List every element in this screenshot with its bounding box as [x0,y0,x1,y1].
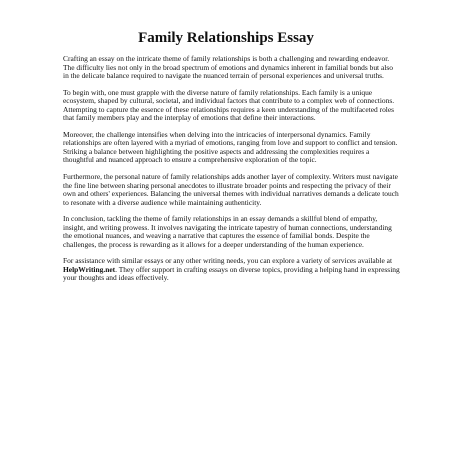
assistance-text-before: For assistance with similar essays or any other writing needs, you can explore a variety of services available at [63,256,393,266]
paragraph-intro: Crafting an essay on the intricate theme of family relationships is both a challenging and rewarding endeavor. The difficulty lies not only in the broad spectrum of emotions and dynamics inherent in familial bonds but also in the delicate balance required to navigate the nuanced terrain of personal experiences and universal truths. [63,54,393,80]
paragraph-diverse-nature: To begin with, one must grapple with the diverse nature of family relationships. Each family is a unique ecosystem, shaped by cultural, societal, and individual factors that contribute to a complex web of connections. Attempting to capture the essence of these relationships requires a keen understanding of the multifaceted roles that family members play and the interplay of emotions that define their interactions. [63,87,395,123]
paragraph-conclusion: In conclusion, tackling the theme of family relationships in an essay demands a skillful blend of empathy, insight, and writing prowess. It involves navigating the intricate tapestry of human connections, understanding the emotional nuances, and weaving a narrative that captures the essence of familial bonds. Despite the challenges, the process is rewarding as it allows for a deeper understanding of the human experience. [63,214,392,249]
paragraph-personal-nature: Furthermore, the personal nature of family relationships adds another layer of complexity. Writers must navigate the fine line between sharing personal anecdotes to illustrate broader points and respecting the privacy of their own and others' experiences. Balancing the universal themes with individual narratives demands a delicate touch to resonate with a diverse audience while maintaining authenticity. [63,172,399,207]
assistance-text-after: . They offer support in crafting essays on diverse topics, providing a helping hand in expressing your thoughts and ideas effectively. [63,264,400,283]
paragraph-assistance [63,257,400,283]
helpwriting-link[interactable]: HelpWriting.net [63,264,116,274]
paragraph-interpersonal-dynamics: Moreover, the challenge intensifies when delving into the intricacies of interpersonal dynamics. Family relationships are often layered with a myriad of emotions, ranging from love and support to conflict and tension. Striking a balance between highlighting the positive aspects and addressing the complexities requires a thoughtful and nuanced approach to ensure a comprehensive exploration of the topic. [63,129,398,165]
document-body [63,55,400,291]
document-title: Family Relationships Essay [138,30,314,46]
